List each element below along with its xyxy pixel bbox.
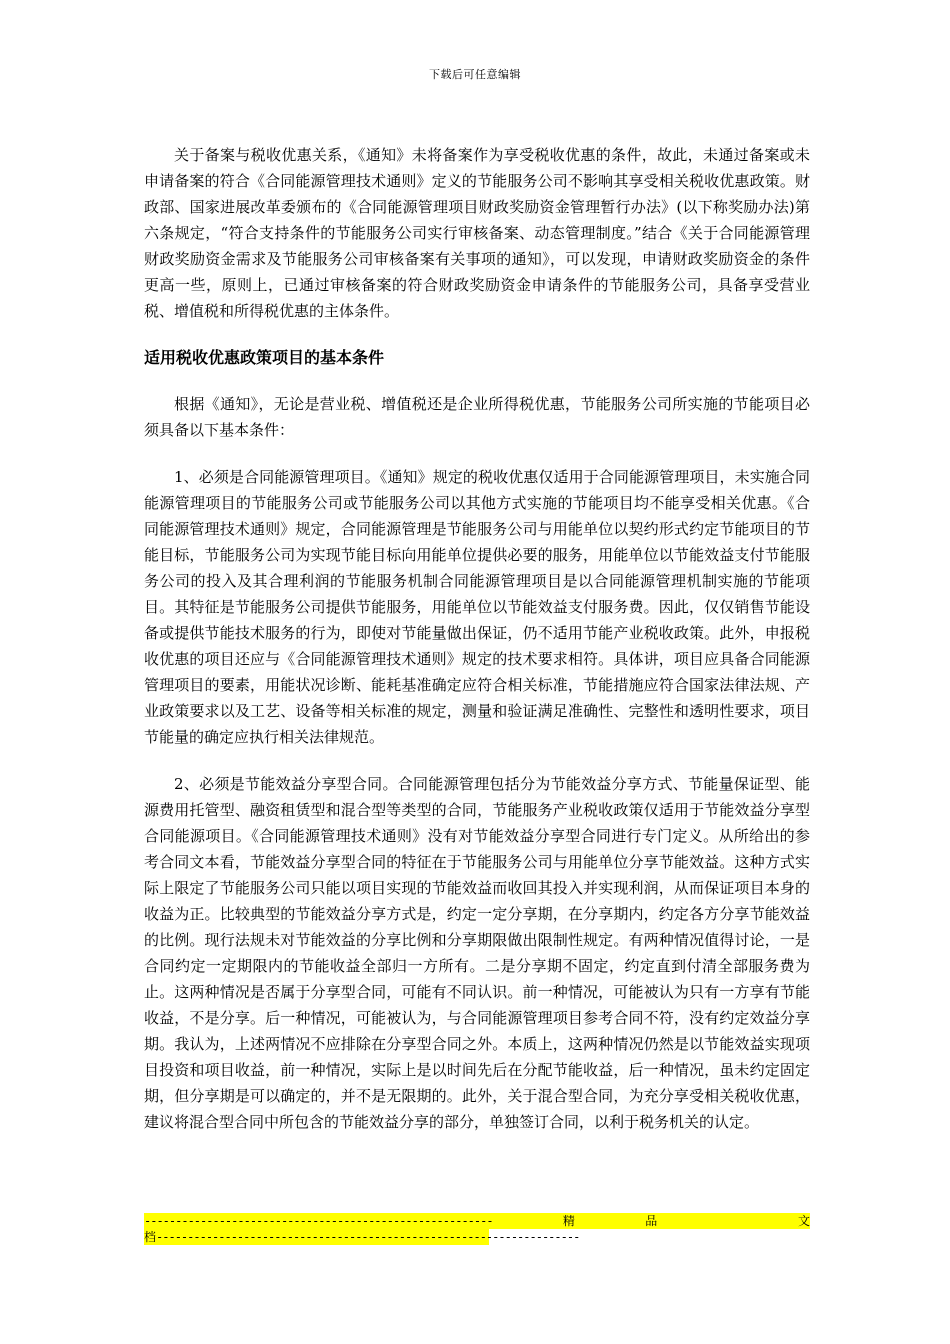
paragraph-condition-2: 2、必须是节能效益分享型合同。合同能源管理包括分为节能效益分享方式、节能量保证型、能源费用托管型、融资租赁型和混合型等类型的合同，节能服务产业税收政策仅适用于节能效益分享型合同能源项目。《合同能源管理技术通则》没有对节能效益分享型合同进行专门定义。从所给出的参考合同文本看，节能效益分享型合同的特征在于节能服务公司与用能单位分享节能效益。这种方式实际上限定了节能服务公司只能以项目实现的节能效益而收回其投入并实现利润，从而保证项目本身的收益为正。比较典型的节能效益分享方式是，约定一定分享期，在分享期内，约定各方分享节能效益的比例。现行法规未对节能效益的分享比例和分享期限做出限制性规定。有两种情况值得讨论，一是合同约定一定期限内的节能收益全部归一方所有。二是分享期不固定，约定直到付清全部服务费为止。这两种情况是否属于分享型合同，可能有不同认识。前一种情况，可能被认为只有一方享有节能收益，不是分享。后一种情况，可能被认为，与合同能源管理项目参考合同不符，没有约定效益分享期。我认为，上述两情况不应排除在分享型合同之外。本质上，这两种情况仍然是以节能效益实现项目投资和项目收益，前一种情况，实际上是以时间先后在分配节能收益，后一种情况，虽未约定固定期，但分享期是可以确定的，并不是无限期的。此外，关于混合型合同，为充分享受相关税收优惠，建议将混合型合同中所包含的节能效益分享的部分，单独签订合同，以利于税务机关的认定。 — [144, 775, 810, 1131]
paragraph-filing-relation: 关于备案与税收优惠关系，《通知》未将备案作为享受税收优惠的条件，故此，未通过备案或未申请备案的符合《合同能源管理技术通则》定义的节能服务公司不影响其享受相关税收优惠政策。财政部、国家进展改革委颁布的《合同能源管理项目财政奖励资金管理暂行办法》(以下称奖励办法)第六条规定，“符合支持条件的节能服务公司实行审核备案、动态管理制度。”结合《关于合同能源管理财政奖励资金需求及节能服务公司审核备案有关事项的通知》，可以发现，申请财政奖励资金的条件更高一些，原则上，已通过审核备案的符合财政奖励资金申请条件的节能服务公司，具备享受营业税、增值税和所得税优惠的主体条件。 — [144, 146, 810, 320]
footer-char-dang: 档 — [144, 1230, 157, 1244]
page-header: 下载后可任意编辑 — [429, 68, 521, 81]
footer-dashes-right: -------------------------------------------------------------------- — [156, 1230, 580, 1244]
footer-char-jing: 精 — [562, 1214, 575, 1228]
footer-line-1 — [144, 1213, 810, 1229]
footer-char-pin: 品 — [645, 1214, 658, 1228]
footer-line-2 — [144, 1229, 580, 1245]
section-heading: 适用税收优惠政策项目的基本条件 — [144, 348, 385, 367]
footer-dashes-left: -------------------------------------------------------- — [144, 1214, 493, 1228]
paragraph-condition-1: 1、必须是合同能源管理项目。《通知》规定的税收优惠仅适用于合同能源管理项目，未实施合同能源管理项目的节能服务公司或节能服务公司以其他方式实施的节能项目均不能享受相关优惠。《合同能源管理技术通则》规定，合同能源管理是节能服务公司与用能单位以契约形式约定节能项目的节能目标，节能服务公司为实现节能目标向用能单位提供必要的服务，用能单位以节能效益支付节能服务公司的投入及其合理利润的节能服务机制合同能源管理项目是以合同能源管理机制实施的节能项目。其特征是节能服务公司提供节能服务，用能单位以节能效益支付服务费。因此，仅仅销售节能设备或提供节能技术服务的行为，即使对节能量做出保证，仍不适用节能产业税收政策。此外，申报税收优惠的项目还应与《合同能源管理技术通则》规定的技术要求相符。具体讲，项目应具备合同能源管理项目的要素，用能状况诊断、能耗基准确定应符合相关标准，节能措施应符合国家法律法规、产业政策要求以及工艺、设备等相关标准的规定，测量和验证满足准确性、完整性和透明性要求，项目节能量的确定应执行相关法律规范。 — [144, 468, 810, 746]
paragraph-conditions-intro: 根据《通知》，无论是营业税、增值税还是企业所得税优惠，节能服务公司所实施的节能项目必须具备以下基本条件： — [144, 395, 810, 439]
footer-watermark-band — [144, 1213, 810, 1245]
document-body — [144, 142, 810, 1135]
footer-char-wen: 文 — [797, 1214, 810, 1228]
